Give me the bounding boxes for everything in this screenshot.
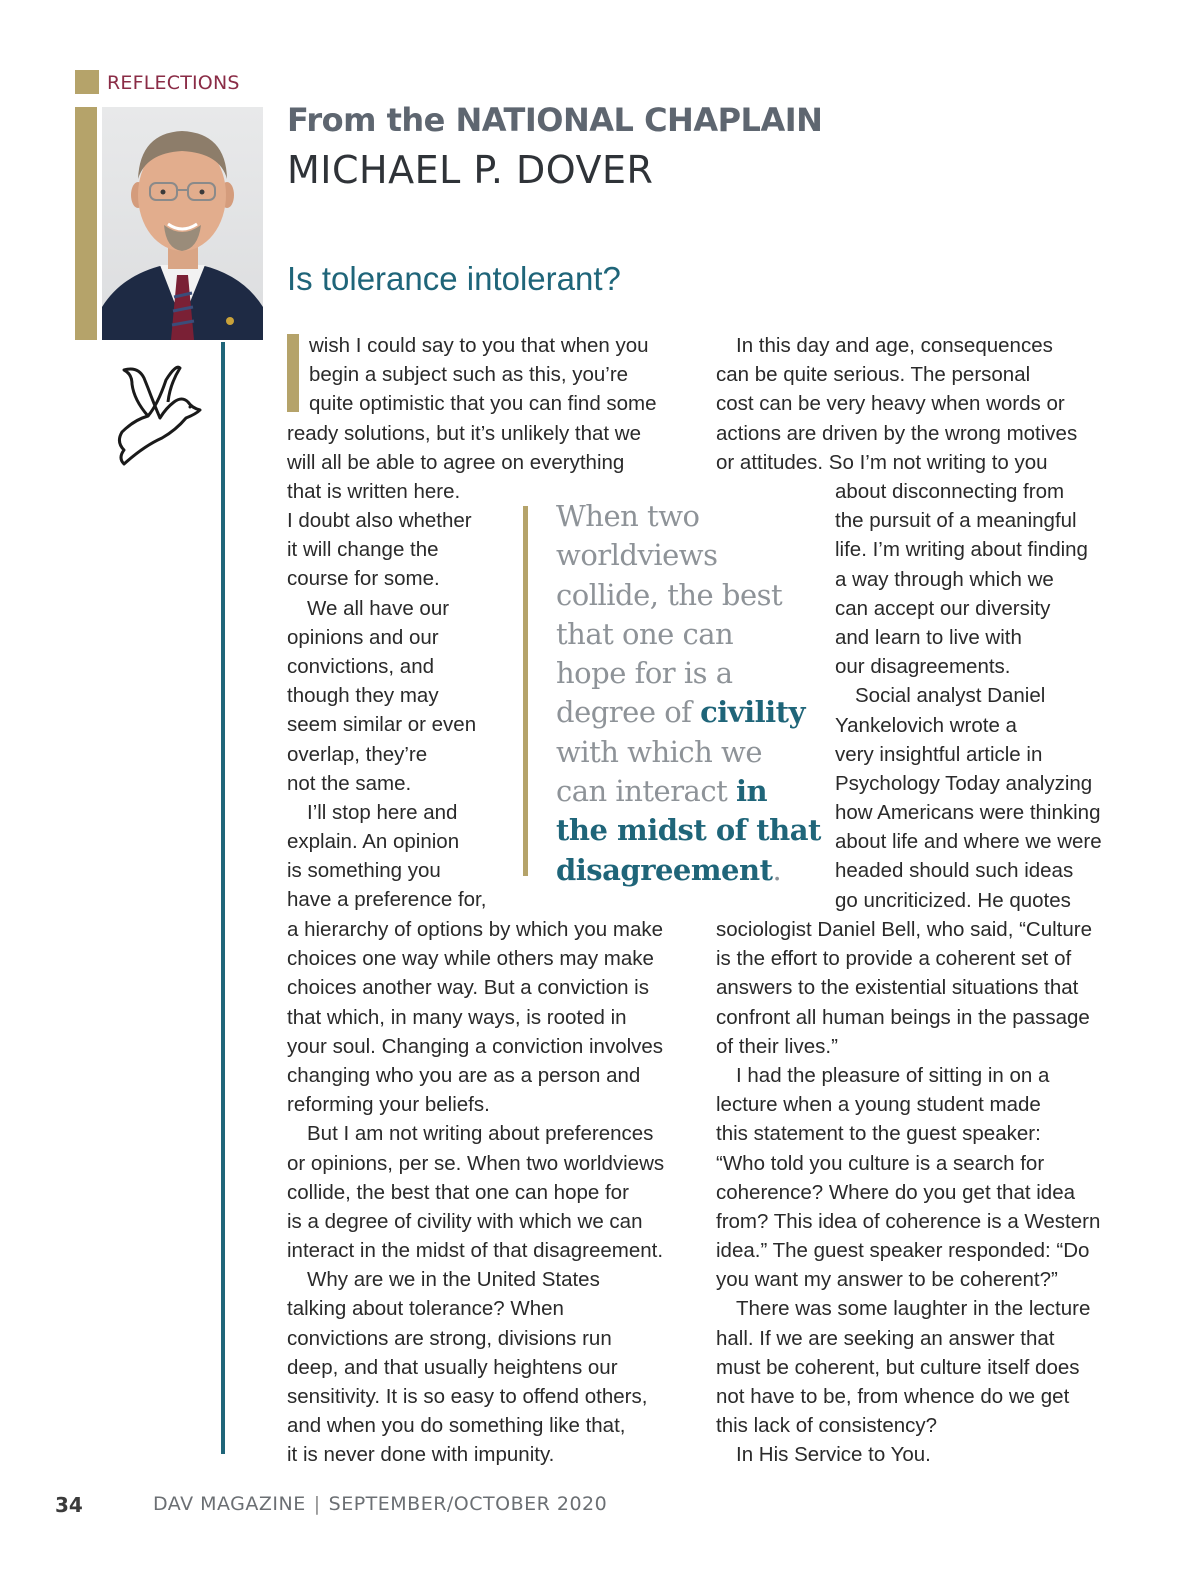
text-line: go uncriticized. He quotes <box>835 888 1071 912</box>
text-line: it will change the <box>287 538 439 562</box>
right-column-top <box>716 331 1077 477</box>
text-line: a way through which we <box>835 567 1054 591</box>
pullquote-line <box>556 811 821 850</box>
text-line: this lack of consistency? <box>716 1414 938 1438</box>
pullquote-text: . <box>772 852 782 887</box>
text-line: collide, the best that one can hope for <box>287 1180 629 1204</box>
text-line: reforming your beliefs. <box>287 1093 490 1117</box>
text-line: not the same. <box>287 771 412 795</box>
vertical-rule <box>221 342 225 1454</box>
column-heading: From the NATIONAL CHAPLAIN <box>287 101 823 139</box>
text-line: from? This idea of coherence is a Western <box>716 1209 1101 1233</box>
text-line: our disagreements. <box>835 655 1011 679</box>
pullquote-line: hope for is a <box>556 656 733 691</box>
dove-icon <box>104 360 204 468</box>
text-line: changing who you are as a person and <box>287 1063 641 1087</box>
text-line: idea.” The guest speaker responded: “Do <box>716 1239 1090 1263</box>
text-line: that is written here. <box>287 479 461 503</box>
text-line: There was some laughter in the lecture <box>736 1297 1091 1321</box>
pullquote-line: worldviews <box>556 538 718 573</box>
text-line: is something you <box>287 859 441 883</box>
section-label: REFLECTIONS <box>107 72 240 94</box>
text-line: very insightful article in <box>835 742 1043 766</box>
text-line: lecture when a young student made <box>716 1093 1041 1117</box>
text-line: confront all human beings in the passage <box>716 1005 1090 1029</box>
text-line: is the effort to provide a coherent set of <box>716 947 1072 971</box>
text-line: this statement to the guest speaker: <box>716 1122 1041 1146</box>
text-line: convictions are strong, divisions run <box>287 1326 612 1350</box>
left-column-top <box>287 331 657 506</box>
text-line: can accept our diversity <box>835 596 1051 620</box>
text-line: I’ll stop here and <box>307 800 458 824</box>
pullquote-emphasis: disagreement <box>556 852 773 887</box>
text-line: can be quite serious. The personal <box>716 363 1031 387</box>
pullquote-text: can interact <box>556 774 736 809</box>
text-line: Yankelovich wrote a <box>835 713 1017 737</box>
text-line: cost can be very heavy when words or <box>716 392 1065 416</box>
text-line: headed should such ideas <box>835 859 1074 883</box>
section-marker <box>75 70 99 94</box>
pullquote <box>556 497 821 890</box>
left-column-narrow <box>287 506 486 915</box>
pullquote-line <box>556 851 821 890</box>
right-column-narrow <box>835 477 1102 915</box>
text-line: not have to be, from whence do we get <box>716 1385 1070 1408</box>
text-line: sensitivity. It is so easy to offend others, <box>287 1385 648 1408</box>
pullquote-line: When two <box>556 499 700 533</box>
text-line: and learn to live with <box>835 625 1022 649</box>
right-column-bottom <box>716 915 1100 1470</box>
text-line: a hierarchy of options by which you make <box>287 918 664 941</box>
magazine-name: DAV MAGAZINE <box>153 1493 306 1515</box>
text-line: have a preference for, <box>287 888 487 912</box>
text-line: Psychology Today analyzing <box>835 771 1093 795</box>
text-line: and when you do something like that, <box>287 1414 626 1438</box>
text-line: it is never done with impunity. <box>287 1443 555 1467</box>
text-line: ready solutions, but it’s unlikely that we <box>287 421 642 445</box>
footer-separator: | <box>313 1493 321 1515</box>
pullquote-line <box>556 772 821 811</box>
text-line: actions are driven by the wrong motives <box>716 421 1078 445</box>
pullquote-bar <box>523 506 528 876</box>
text-line: “Who told you culture is a search for <box>716 1151 1045 1175</box>
pullquote-text: degree of <box>556 695 701 730</box>
text-line: But I am not writing about preferences <box>307 1122 654 1146</box>
text-line: explain. An opinion <box>287 830 460 854</box>
text-line: life. I’m writing about finding <box>835 538 1088 562</box>
pullquote-emphasis: civility <box>700 695 805 730</box>
text-line: Social analyst Daniel <box>855 684 1046 708</box>
text-line: I had the pleasure of sitting in on a <box>736 1063 1050 1087</box>
text-line: about disconnecting from <box>835 480 1065 503</box>
text-line: about life and where we were <box>835 830 1102 854</box>
text-line: choices another way. But a conviction is <box>287 976 649 1000</box>
pullquote-line: collide, the best <box>556 577 783 612</box>
text-line: sociologist Daniel Bell, who said, “Culture <box>716 918 1093 941</box>
text-line: In His Service to You. <box>736 1443 931 1467</box>
text-line: hall. If we are seeking an answer that <box>716 1326 1055 1350</box>
text-line: course for some. <box>287 567 440 591</box>
text-line: choices one way while others may make <box>287 947 654 971</box>
author-name: MICHAEL P. DOVER <box>287 148 654 192</box>
text-line: though they may <box>287 684 439 708</box>
pullquote-emphasis: in <box>735 774 768 809</box>
text-line: I doubt also whether <box>287 509 472 532</box>
text-line: deep, and that usually heightens our <box>287 1355 618 1379</box>
author-portrait <box>102 107 263 340</box>
text-line: is a degree of civility with which we can <box>287 1209 643 1233</box>
text-line: the pursuit of a meaningful <box>835 509 1077 533</box>
text-line: must be coherent, but culture itself does <box>716 1355 1080 1379</box>
text-line: convictions, and <box>287 654 435 678</box>
text-line: that which, in many ways, is rooted in <box>287 1005 627 1029</box>
article-title: Is tolerance intolerant? <box>287 260 621 297</box>
left-column-bottom <box>287 915 664 1470</box>
text-line: will all be able to agree on everything <box>287 450 625 474</box>
text-line: coherence? Where do you get that idea <box>716 1180 1075 1204</box>
text-line: quite optimistic that you can find some <box>309 392 657 416</box>
text-line: overlap, they’re <box>287 742 428 766</box>
text-line: answers to the existential situations that <box>716 976 1079 1000</box>
text-line: you want my answer to be coherent?” <box>716 1268 1058 1292</box>
text-line: begin a subject such as this, you’re <box>309 363 629 387</box>
text-line: In this day and age, consequences <box>736 334 1053 357</box>
photo-accent-bar <box>75 107 97 340</box>
text-line: your soul. Changing a conviction involves <box>287 1034 664 1058</box>
pullquote-line <box>556 693 821 732</box>
text-line: how Americans were thinking <box>835 801 1101 825</box>
text-line: opinions and our <box>287 625 439 649</box>
pullquote-line: with which we <box>556 734 763 769</box>
pullquote-line: that one can <box>556 616 734 651</box>
text-line: talking about tolerance? When <box>287 1297 564 1321</box>
text-line: or attitudes. So I’m not writing to you <box>716 450 1048 474</box>
text-line: or opinions, per se. When two worldviews <box>287 1151 665 1175</box>
text-line: seem similar or even <box>287 713 477 737</box>
text-line: Why are we in the United States <box>307 1268 600 1292</box>
text-line: interact in the midst of that disagreement. <box>287 1239 664 1263</box>
issue-date: SEPTEMBER/OCTOBER 2020 <box>328 1493 608 1515</box>
text-line: of their lives.” <box>716 1034 838 1058</box>
page-number: 34 <box>55 1493 83 1517</box>
footer-credit <box>153 1493 607 1515</box>
pullquote-emphasis: the midst of that <box>556 813 821 848</box>
text-line: We all have our <box>307 596 450 620</box>
text-line: wish I could say to you that when you <box>309 334 649 357</box>
